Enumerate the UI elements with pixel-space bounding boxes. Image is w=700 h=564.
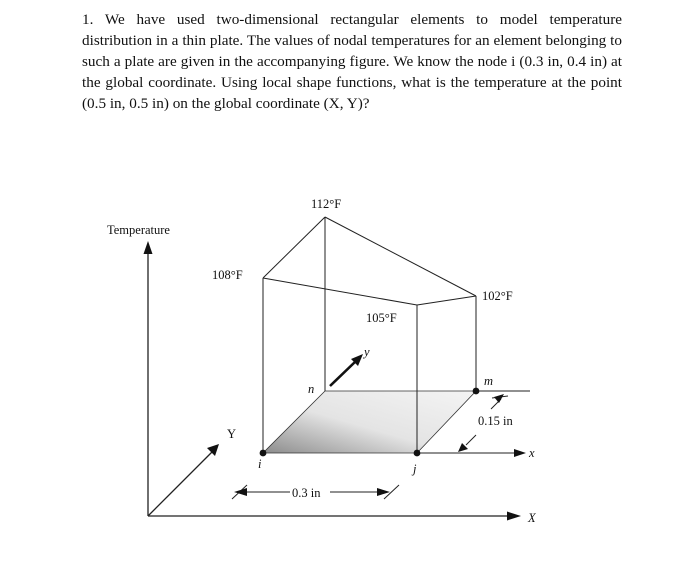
height-dim-lower-line: [466, 435, 476, 445]
temperature-axis-arrowhead: [144, 241, 153, 254]
y-global-axis-arrowhead: [207, 444, 219, 456]
node-n-label: n: [308, 382, 315, 396]
node-j-label: j: [413, 462, 417, 476]
node-i-temperature: 108°F: [212, 268, 243, 282]
global-y-label: Y: [227, 427, 237, 441]
problem-statement: 1. We have used two-dimensional rectangular elements to model temperature distribution in a thin plate. The values of nodal temperatures for an element belonging to such a plate are given in the accompanying figure. We know the node i (0.3 in, 0.4 in) at the global coordinate. Using local shape functions, what is the temperature at the point (0.5 in, 0.5 in) on the global coordinate (X, Y)?: [82, 11, 622, 112]
node-i-label: i: [258, 457, 262, 471]
y-global-axis: [148, 452, 212, 516]
node-i-dot: [260, 450, 267, 457]
local-x-label: x: [529, 446, 535, 460]
node-n-temperature: 112°F: [311, 197, 342, 211]
global-x-label: X: [528, 511, 536, 525]
temperature-surface: [263, 217, 476, 305]
height-dim-label: 0.15 in: [478, 414, 513, 428]
local-y-axis: [330, 361, 356, 386]
node-m-dot: [473, 388, 480, 395]
width-dim-label: 0.3 in: [292, 486, 321, 500]
local-y-label: y: [364, 345, 370, 359]
global-axes: [148, 252, 508, 516]
local-x-axis-arrowhead: [514, 449, 526, 457]
height-dim-arrow-upper: [494, 394, 504, 403]
x-global-axis-arrowhead: [507, 512, 521, 521]
element-plate: [263, 391, 476, 453]
node-m-temperature: 102°F: [482, 289, 513, 303]
temperature-axis-label: Temperature: [107, 223, 170, 237]
node-j-dot: [414, 450, 421, 457]
node-j-temperature: 105°F: [366, 311, 397, 325]
node-m-label: m: [484, 374, 494, 388]
